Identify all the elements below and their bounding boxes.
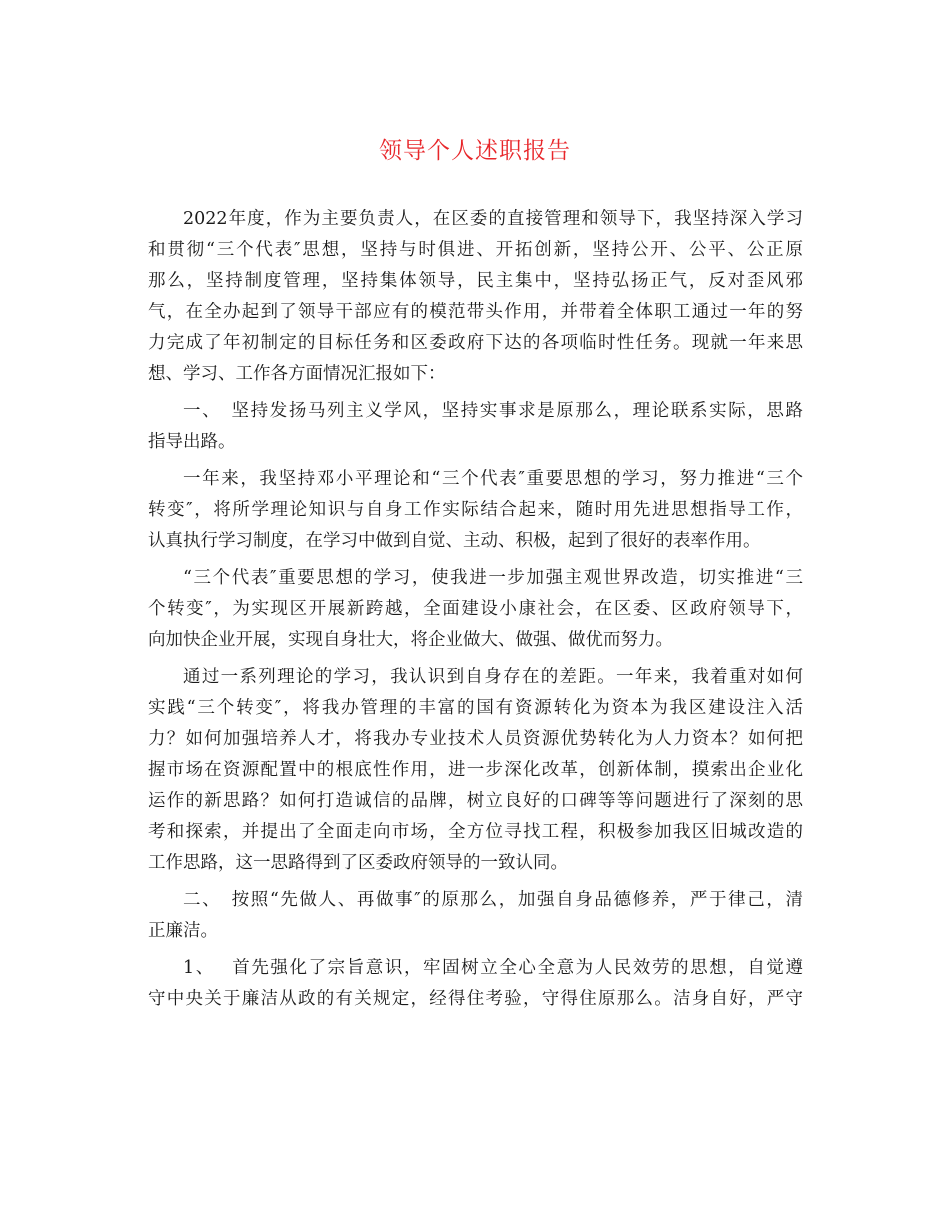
text-line: 正廉洁。: [148, 921, 218, 941]
text-line: 转变″，将所学理论知识与自身工作实际结合起来，随时用先进思想指导工作，: [148, 500, 803, 520]
document-body: [148, 204, 803, 1015]
text-line: 力？如何加强培养人才，将我办专业技术人员资源优势转化为人力资本？如何把: [148, 729, 803, 749]
text-line: “三个代表″重要思想的学习，使我进一步加强主观世界改造，切实推进“三: [183, 568, 803, 588]
paragraph-item-1: [148, 953, 803, 1015]
text-line: 考和探索，并提出了全面走向市场，全方位寻找工程，积极参加我区旧城改造的: [148, 822, 803, 842]
section-heading-2: [148, 885, 803, 947]
text-line: 气，在全办起到了领导干部应有的模范带头作用，并带着全体职工通过一年的努: [148, 302, 803, 322]
text-line: 运作的新思路？如何打造诚信的品牌，树立良好的口碑等等问题进行了深刻的思: [148, 791, 803, 811]
text-line: 通过一系列理论的学习，我认识到自身存在的差距。一年来，我着重对如何: [183, 667, 803, 687]
text-line: 一、 坚持发扬马列主义学风，坚持实事求是原那么，理论联系实际，思路: [183, 401, 803, 421]
text-line: 认真执行学习制度，在学习中做到自觉、主动、积极，起到了很好的表率作用。: [148, 531, 761, 551]
paragraph-intro: [148, 204, 803, 390]
text-line: 守中央关于廉洁从政的有关规定，经得住考验，守得住原那么。洁身自好，严守: [148, 989, 803, 1009]
text-line: 一年来，我坚持邓小平理论和“三个代表″重要思想的学习，努力推进“三个: [183, 469, 803, 489]
text-line: 那么，坚持制度管理，坚持集体领导，民主集中，坚持弘扬正气，反对歪风邪: [148, 271, 803, 291]
text-line: 和贯彻“三个代表″思想，坚持与时俱进、开拓创新，坚持公开、公平、公正原: [148, 240, 803, 260]
text-line: 握市场在资源配置中的根底性作用，进一步深化改革，创新体制，摸索出企业化: [148, 760, 803, 780]
text-line: 1、 首先强化了宗旨意识，牢固树立全心全意为人民效劳的思想，自觉遵: [183, 958, 803, 978]
text-line: 实践“三个转变″，将我办管理的丰富的国有资源转化为资本为我区建设注入活: [148, 698, 803, 718]
paragraph-three-represents: [148, 563, 803, 656]
text-line: 力完成了年初制定的目标任务和区委政府下达的各项临时性任务。现就一年来思: [148, 333, 803, 353]
text-line: 指导出路。: [148, 432, 236, 452]
text-line: 工作思路，这一思路得到了区委政府领导的一致认同。: [148, 853, 568, 873]
paragraph-reflection: [148, 662, 803, 879]
text-line: 向加快企业开展，实现自身壮大，将企业做大、做强、做优而努力。: [148, 630, 673, 650]
text-line: 想、学习、工作各方面情况汇报如下：: [148, 364, 446, 384]
paragraph-study: [148, 464, 803, 557]
text-line: 二、 按照“先做人、再做事″的原那么，加强自身品德修养，严于律己，清: [183, 890, 803, 910]
text-line: 个转变″，为实现区开展新跨越，全面建设小康社会，在区委、区政府领导下，: [148, 599, 803, 619]
text-line: 2022年度，作为主要负责人，在区委的直接管理和领导下，我坚持深入学习: [183, 209, 803, 229]
section-heading-1: [148, 396, 803, 458]
document-title: 领导个人述职报告: [379, 138, 571, 164]
